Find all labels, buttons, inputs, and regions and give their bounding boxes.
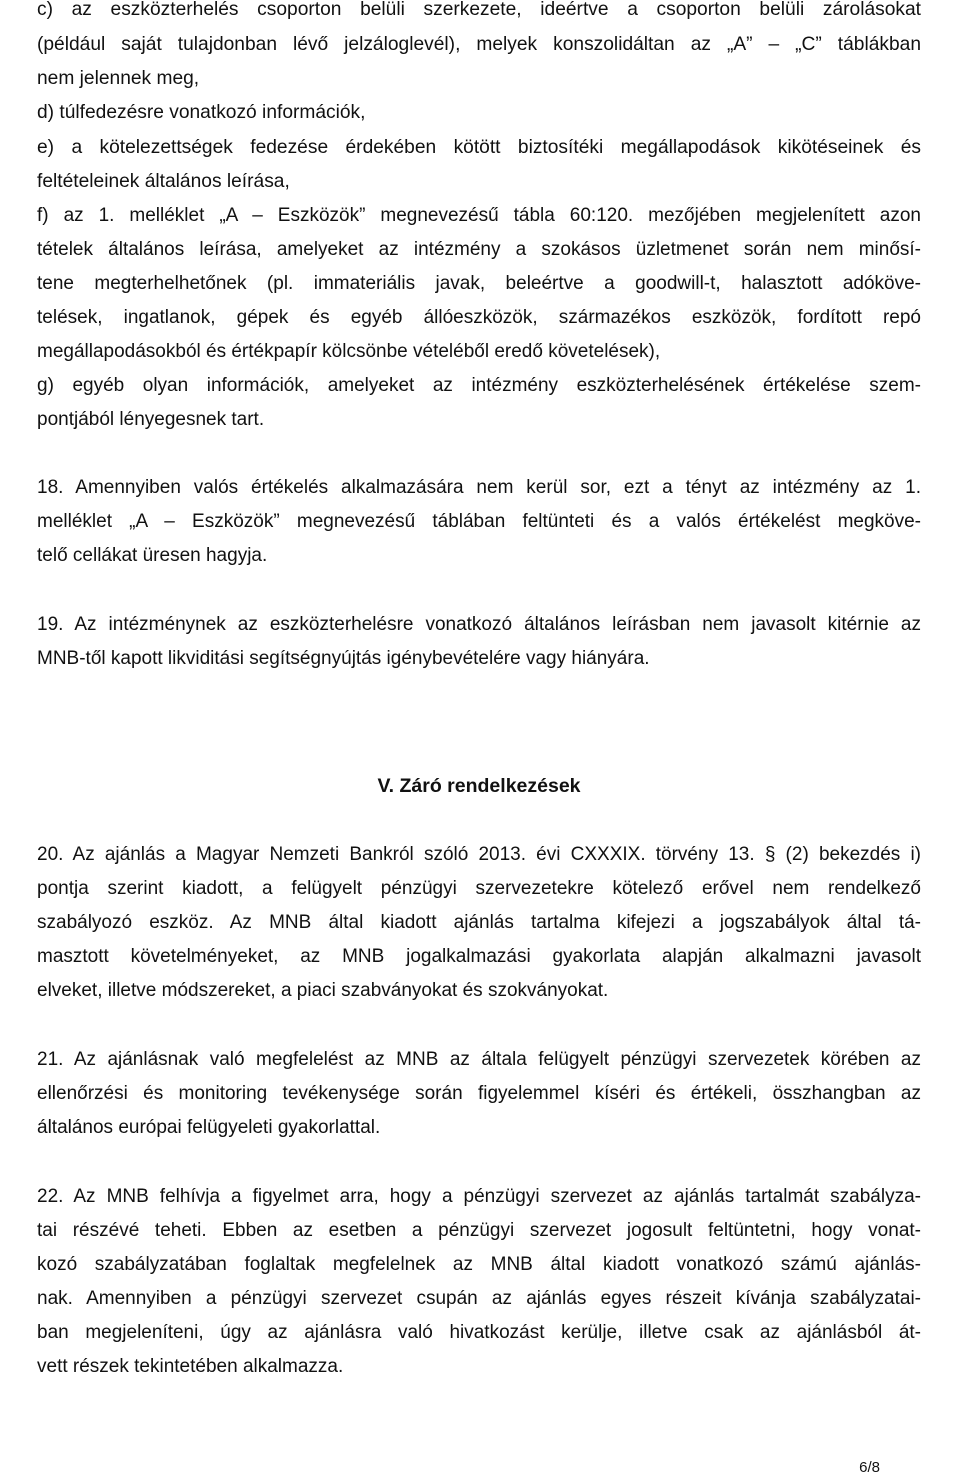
section-heading: V. Záró rendelkezések (377, 775, 581, 797)
text-line: e) a kötelezettségek fedezése érdekében kötött biztosítéki megállapodások kikötéseinek és (37, 137, 921, 158)
text-line: (például saját tulajdonban lévő jelzáloglevél), melyek konszolidáltan az „A” – „C” táblákban (37, 34, 921, 55)
paragraph-20-line: masztott követelményeket, az MNB jogalkalmazási gyakorlata alapján alkalmazni javasolt (37, 946, 921, 967)
paragraph-19-line: 19. Az intézménynek az eszközterhelésre vonatkozó általános leírásban nem javasolt kitérnie az (37, 614, 921, 635)
paragraph-21-line: általános európai felügyeleti gyakorlattal. (37, 1117, 381, 1138)
text-line: pontjából lényegesnek tart. (37, 409, 265, 430)
paragraph-20-line: pontja szerint kiadott, a felügyelt pénzügyi szervezetekre kötelező erővel nem rendelkező (37, 878, 921, 899)
text-line: nem jelennek meg, (37, 68, 200, 89)
page-number: 6/8 (859, 1459, 880, 1476)
text-line: g) egyéb olyan információk, amelyeket az intézmény eszközterhelésének értékelése szem- (37, 375, 921, 396)
text-line: feltételeinek általános leírása, (37, 171, 290, 192)
paragraph-22-line: kozó szabályzatában foglaltak megfelelnek az MNB által kiadott vonatkozó számú ajánlás- (37, 1254, 921, 1275)
paragraph-18-line: telő cellákat üresen hagyja. (37, 545, 268, 566)
paragraph-19-line: MNB-től kapott likviditási segítségnyújtás igénybevételére vagy hiányára. (37, 648, 650, 669)
paragraph-18-line: melléklet „A – Eszközök” megnevezésű táblában feltünteti és a valós értékelést megköve- (37, 511, 921, 532)
text-line: telések, ingatlanok, gépek és egyéb állóeszközök, származékos eszközök, fordított repó (37, 307, 921, 328)
paragraph-20-line: szabályozó eszköz. Az MNB által kiadott ajánlás tartalma kifejezi a jogszabályok által tá- (37, 912, 921, 933)
paragraph-21-line: 21. Az ajánlásnak való megfelelést az MNB az általa felügyelt pénzügyi szervezetek körében az (37, 1049, 921, 1070)
text-line: megállapodásokból és értékpapír kölcsönbe vételéből eredő követelések), (37, 341, 661, 362)
text-line: tene megterhelhetőnek (pl. immateriális javak, beleértve a goodwill-t, halasztott adóköve- (37, 273, 921, 294)
paragraph-21-line: ellenőrzési és monitoring tevékenysége során figyelemmel kíséri és értékeli, összhangban az (37, 1083, 921, 1104)
paragraph-18-line: 18. Amennyiben valós értékelés alkalmazására nem kerül sor, ezt a tényt az intézmény az 1. (37, 477, 921, 498)
text-line: tételek általános leírása, amelyeket az intézmény a szokásos üzletmenet során nem minősí- (37, 239, 921, 260)
text-line: c) az eszközterhelés csoporton belüli szerkezete, ideértve a csoporton belüli zárolásokat (37, 0, 921, 20)
paragraph-22-line: ban megjeleníteni, úgy az ajánlásra való hivatkozást kerülje, illetve csak az ajánlásból át- (37, 1322, 921, 1343)
text-line: d) túlfedezésre vonatkozó információk, (37, 102, 366, 123)
paragraph-22-line: nak. Amennyiben a pénzügyi szervezet csupán az ajánlás egyes részeit kívánja szabályzatai- (37, 1288, 921, 1309)
paragraph-20-line: 20. Az ajánlás a Magyar Nemzeti Bankról szóló 2013. évi CXXXIX. törvény 13. § (2) bekezdés i) (37, 844, 921, 865)
text-line: f) az 1. melléklet „A – Eszközök” megnevezésű tábla 60:120. mezőjében megjelenített azon (37, 205, 921, 226)
paragraph-22-line: tai részévé teheti. Ebben az esetben a pénzügyi szervezet jogosult feltüntetni, hogy vonat- (37, 1220, 921, 1241)
paragraph-20-line: elveket, illetve módszereket, a piaci szabványokat és szokványokat. (37, 980, 609, 1001)
paragraph-22-line: 22. Az MNB felhívja a figyelmet arra, hogy a pénzügyi szervezet az ajánlás tartalmát szabályza- (37, 1186, 921, 1207)
paragraph-22-line: vett részek tekintetében alkalmazza. (37, 1356, 344, 1377)
